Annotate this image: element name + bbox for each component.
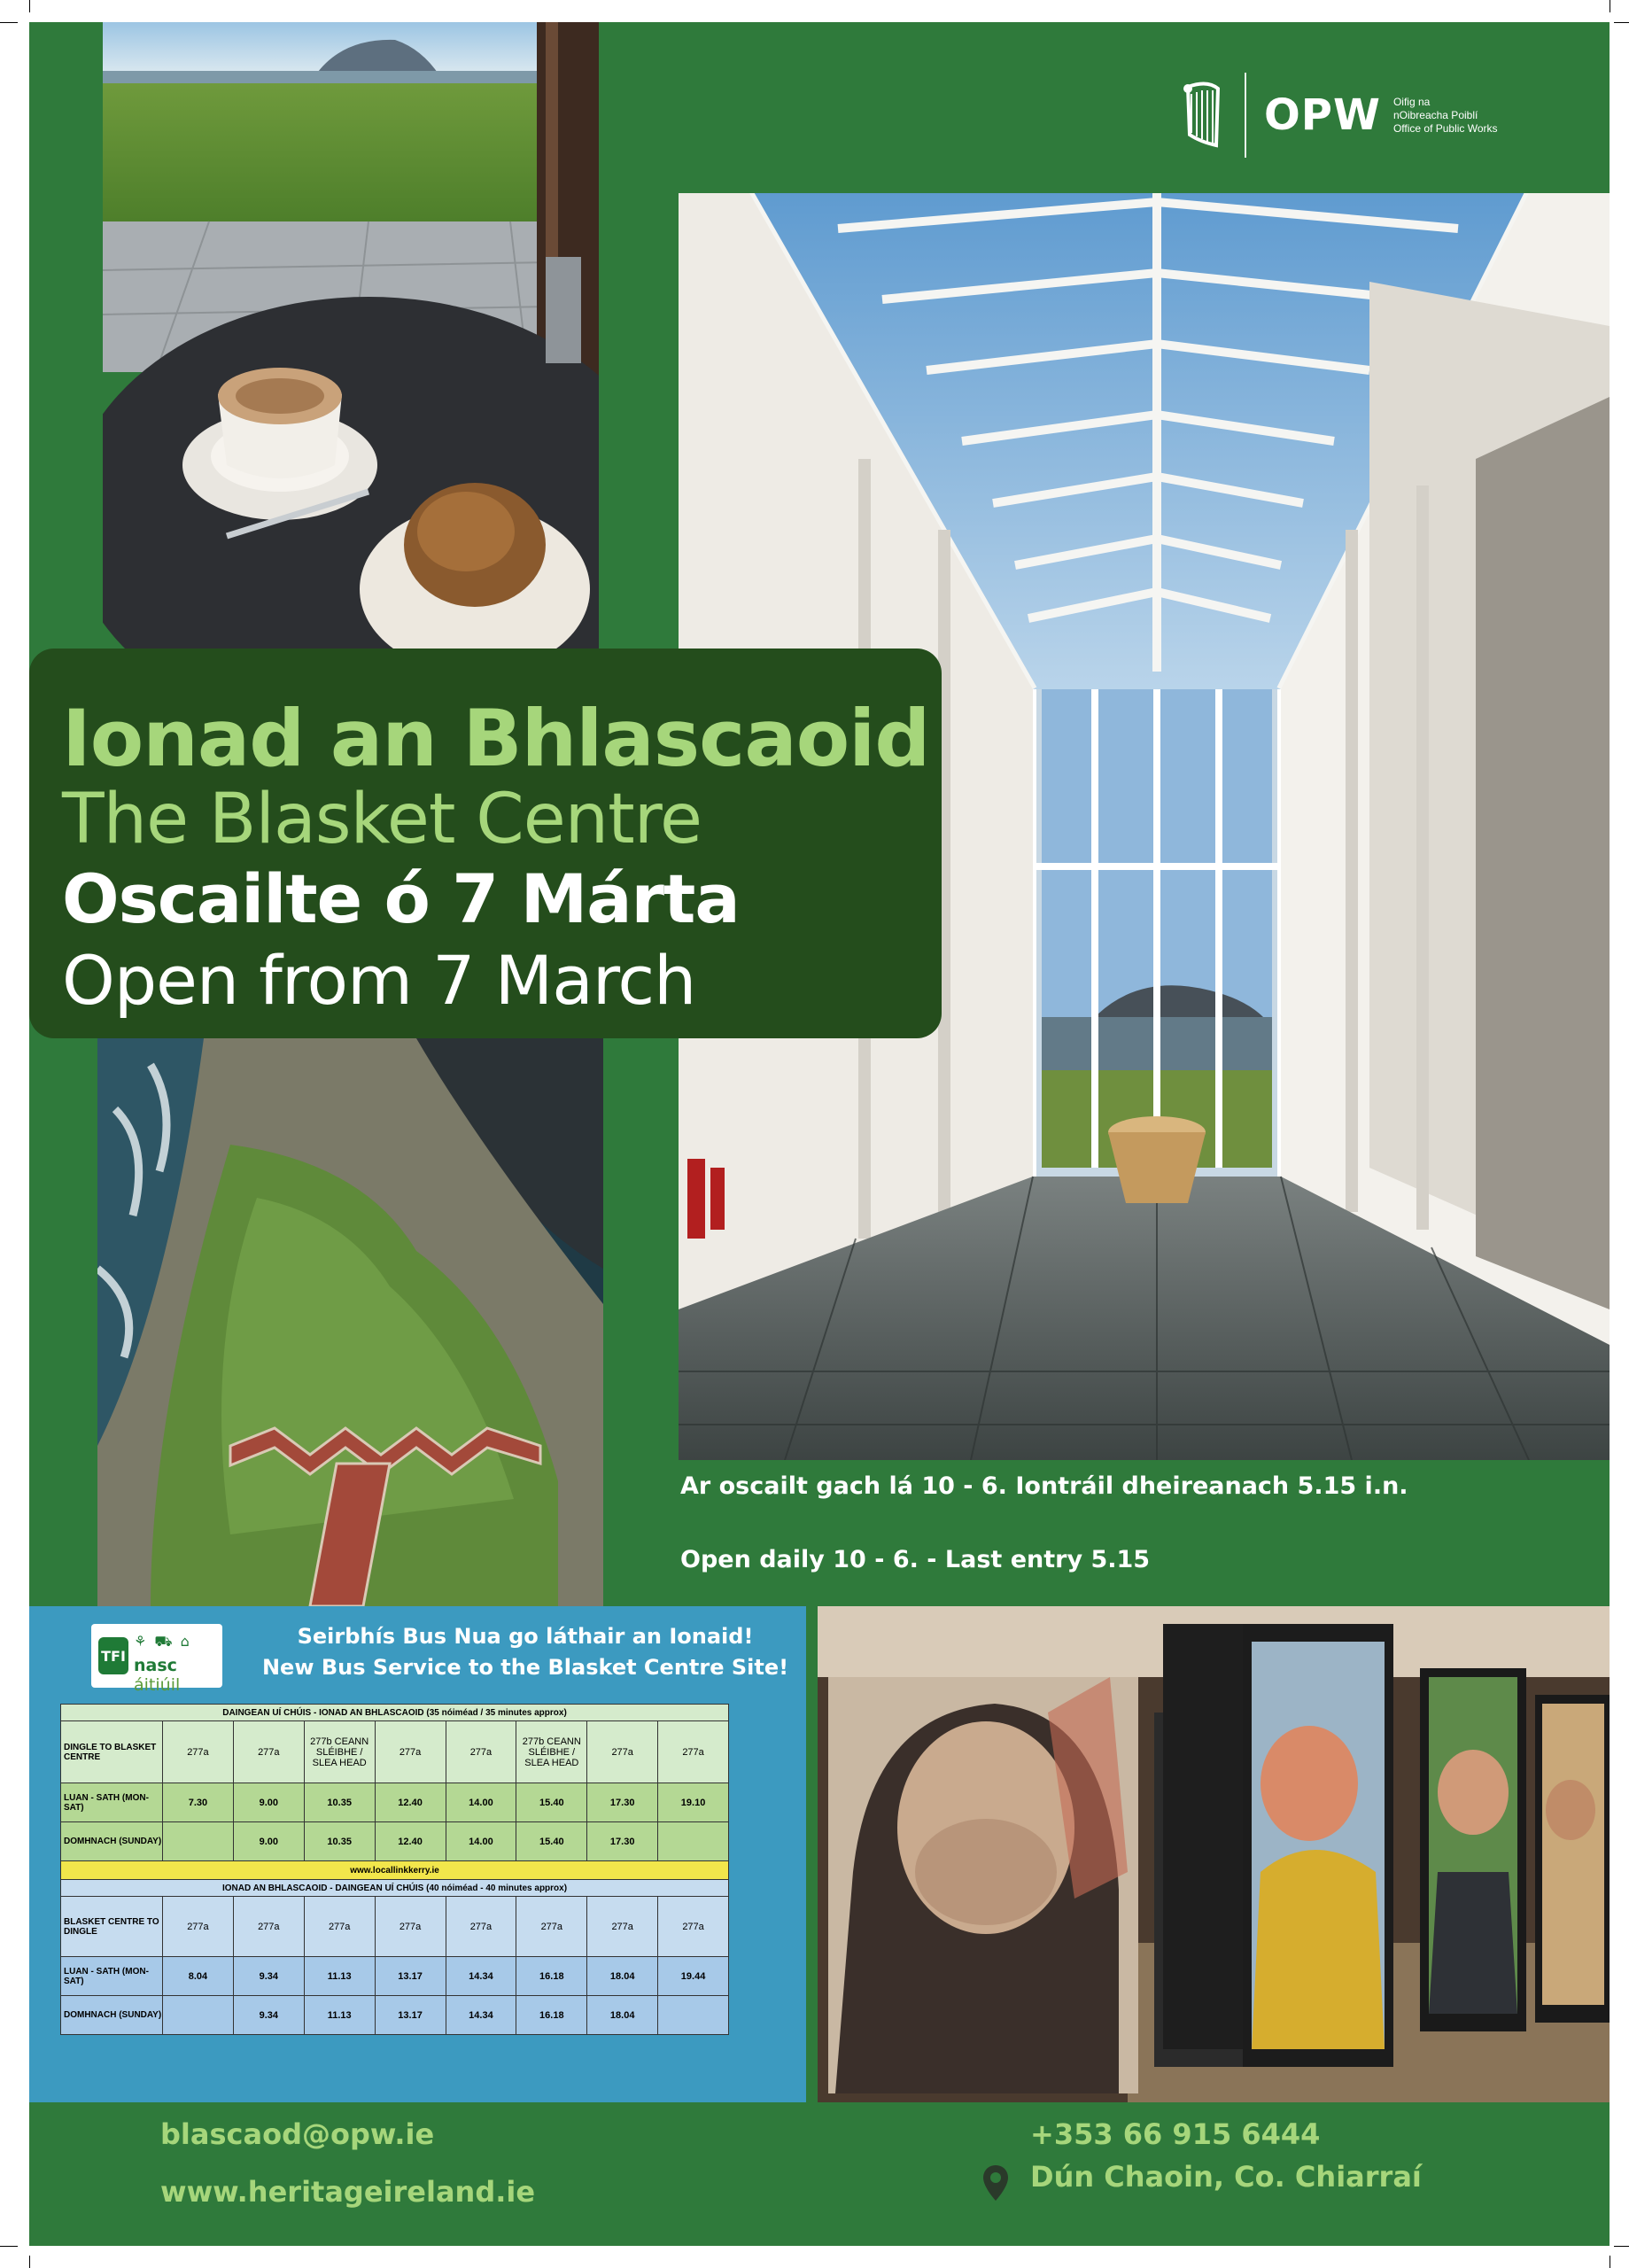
poster [29, 22, 1610, 2246]
time-cell: 17.30 [587, 1783, 658, 1822]
time-cell: 15.40 [516, 1783, 587, 1822]
bus-heading-english: New Bus Service to the Blasket Centre Site! [261, 1655, 789, 1680]
time-cell: 9.34 [233, 1996, 304, 2035]
route-cell: 277a [304, 1897, 375, 1957]
time-cell: 10.35 [304, 1783, 375, 1822]
time-cell: 18.04 [587, 1957, 658, 1996]
hours-irish: Ar oscailt gach lá 10 - 6. Iontráil dheireanach 5.15 i.n. [680, 1472, 1408, 1500]
row-label: LUAN - SATH (MON-SAT) [61, 1783, 163, 1822]
route-cell: 277a [446, 1721, 516, 1783]
time-cell: 16.18 [516, 1957, 587, 1996]
route-cell: 277a [658, 1897, 729, 1957]
tfi-badge: TFI [98, 1637, 128, 1674]
time-cell: 13.17 [375, 1957, 446, 1996]
harp-icon [1181, 80, 1225, 151]
tfi-service-name: nasc áitiúil [134, 1656, 181, 1695]
location-pin-icon [981, 2163, 1010, 2202]
route-cell: 277a [516, 1897, 587, 1957]
time-cell: 16.18 [516, 1996, 587, 2035]
route-cell: 277a [163, 1897, 234, 1957]
bus-heading-irish: Seirbhís Bus Nua go láthair an Ionaid! [297, 1624, 754, 1649]
title-english: The Blasket Centre [62, 780, 702, 859]
time-cell: 8.04 [163, 1957, 234, 1996]
route-cell: 277a [658, 1721, 729, 1783]
route-cell: 277a [375, 1897, 446, 1957]
opening-date-irish: Oscailte ó 7 Márta [62, 859, 740, 938]
row-label: DOMHNACH (SUNDAY) [61, 1822, 163, 1861]
inbound-route-label: BLASKET CENTRE TO DINGLE [61, 1897, 163, 1957]
time-cell [658, 1996, 729, 2035]
time-cell: 14.34 [446, 1957, 516, 1996]
time-cell: 14.34 [446, 1996, 516, 2035]
time-cell: 19.10 [658, 1783, 729, 1822]
time-cell [658, 1822, 729, 1861]
tfi-local-link-logo [91, 1624, 222, 1695]
contact-address: Dún Chaoin, Co. Chiarraí [1030, 2160, 1422, 2194]
hours-english: Open daily 10 - 6. - Last entry 5.15 [680, 1546, 1151, 1573]
contact-email[interactable]: blascaod@opw.ie [160, 2117, 435, 2151]
opening-date-english: Open from 7 March [62, 941, 696, 1020]
time-cell [163, 1996, 234, 2035]
time-cell: 11.13 [304, 1996, 375, 2035]
transport-icons: ⚘ ⛟ ⌂ [134, 1633, 191, 1650]
time-cell: 12.40 [375, 1783, 446, 1822]
bus-timetable [60, 1704, 729, 2035]
route-cell: 277a [233, 1897, 304, 1957]
time-cell: 9.34 [233, 1957, 304, 1996]
time-cell: 7.30 [163, 1783, 234, 1822]
time-cell: 14.00 [446, 1783, 516, 1822]
time-cell: 9.00 [233, 1783, 304, 1822]
route-cell: 277a [587, 1721, 658, 1783]
time-cell: 15.40 [516, 1822, 587, 1861]
route-cell: 277b CEANN SLÉIBHE / SLEA HEAD [516, 1721, 587, 1783]
logo-divider [1245, 73, 1246, 158]
time-cell: 18.04 [587, 1996, 658, 2035]
time-cell: 11.13 [304, 1957, 375, 1996]
inbound-title: IONAD AN BHLASCAOID - DAINGEAN UÍ CHÚIS (40 nóiméad - 40 minutes approx) [61, 1880, 729, 1897]
time-cell: 17.30 [587, 1822, 658, 1861]
photo-exhibition [818, 1606, 1610, 2102]
contact-website[interactable]: www.heritageireland.ie [160, 2175, 536, 2209]
route-cell: 277a [375, 1721, 446, 1783]
opw-logo [1181, 71, 1498, 159]
time-cell [163, 1822, 234, 1861]
opw-wordmark: OPW [1264, 90, 1381, 140]
time-cell: 14.00 [446, 1822, 516, 1861]
opw-org-name: Oifig na nOibreacha Poiblí Office of Public Works [1392, 95, 1498, 135]
title-irish: Ionad an Bhlascaoid [62, 693, 930, 784]
photo-coastal-walkway [97, 1038, 603, 1606]
time-cell: 12.40 [375, 1822, 446, 1861]
route-cell: 277a [446, 1897, 516, 1957]
outbound-route-label: DINGLE TO BLASKET CENTRE [61, 1721, 163, 1783]
time-cell: 13.17 [375, 1996, 446, 2035]
time-cell: 10.35 [304, 1822, 375, 1861]
photo-cafe-coffee [103, 22, 599, 649]
time-cell: 19.44 [658, 1957, 729, 1996]
outbound-title: DAINGEAN UÍ CHÚIS - IONAD AN BHLASCAOID (35 nóiméad / 35 minutes approx) [61, 1705, 729, 1721]
route-cell: 277b CEANN SLÉIBHE / SLEA HEAD [304, 1721, 375, 1783]
route-cell: 277a [587, 1897, 658, 1957]
contact-phone[interactable]: +353 66 915 6444 [1030, 2117, 1321, 2151]
row-label: LUAN - SATH (MON-SAT) [61, 1957, 163, 1996]
locallink-website[interactable]: www.locallinkkerry.ie [61, 1861, 729, 1880]
time-cell: 9.00 [233, 1822, 304, 1861]
row-label: DOMHNACH (SUNDAY) [61, 1996, 163, 2035]
route-cell: 277a [163, 1721, 234, 1783]
route-cell: 277a [233, 1721, 304, 1783]
